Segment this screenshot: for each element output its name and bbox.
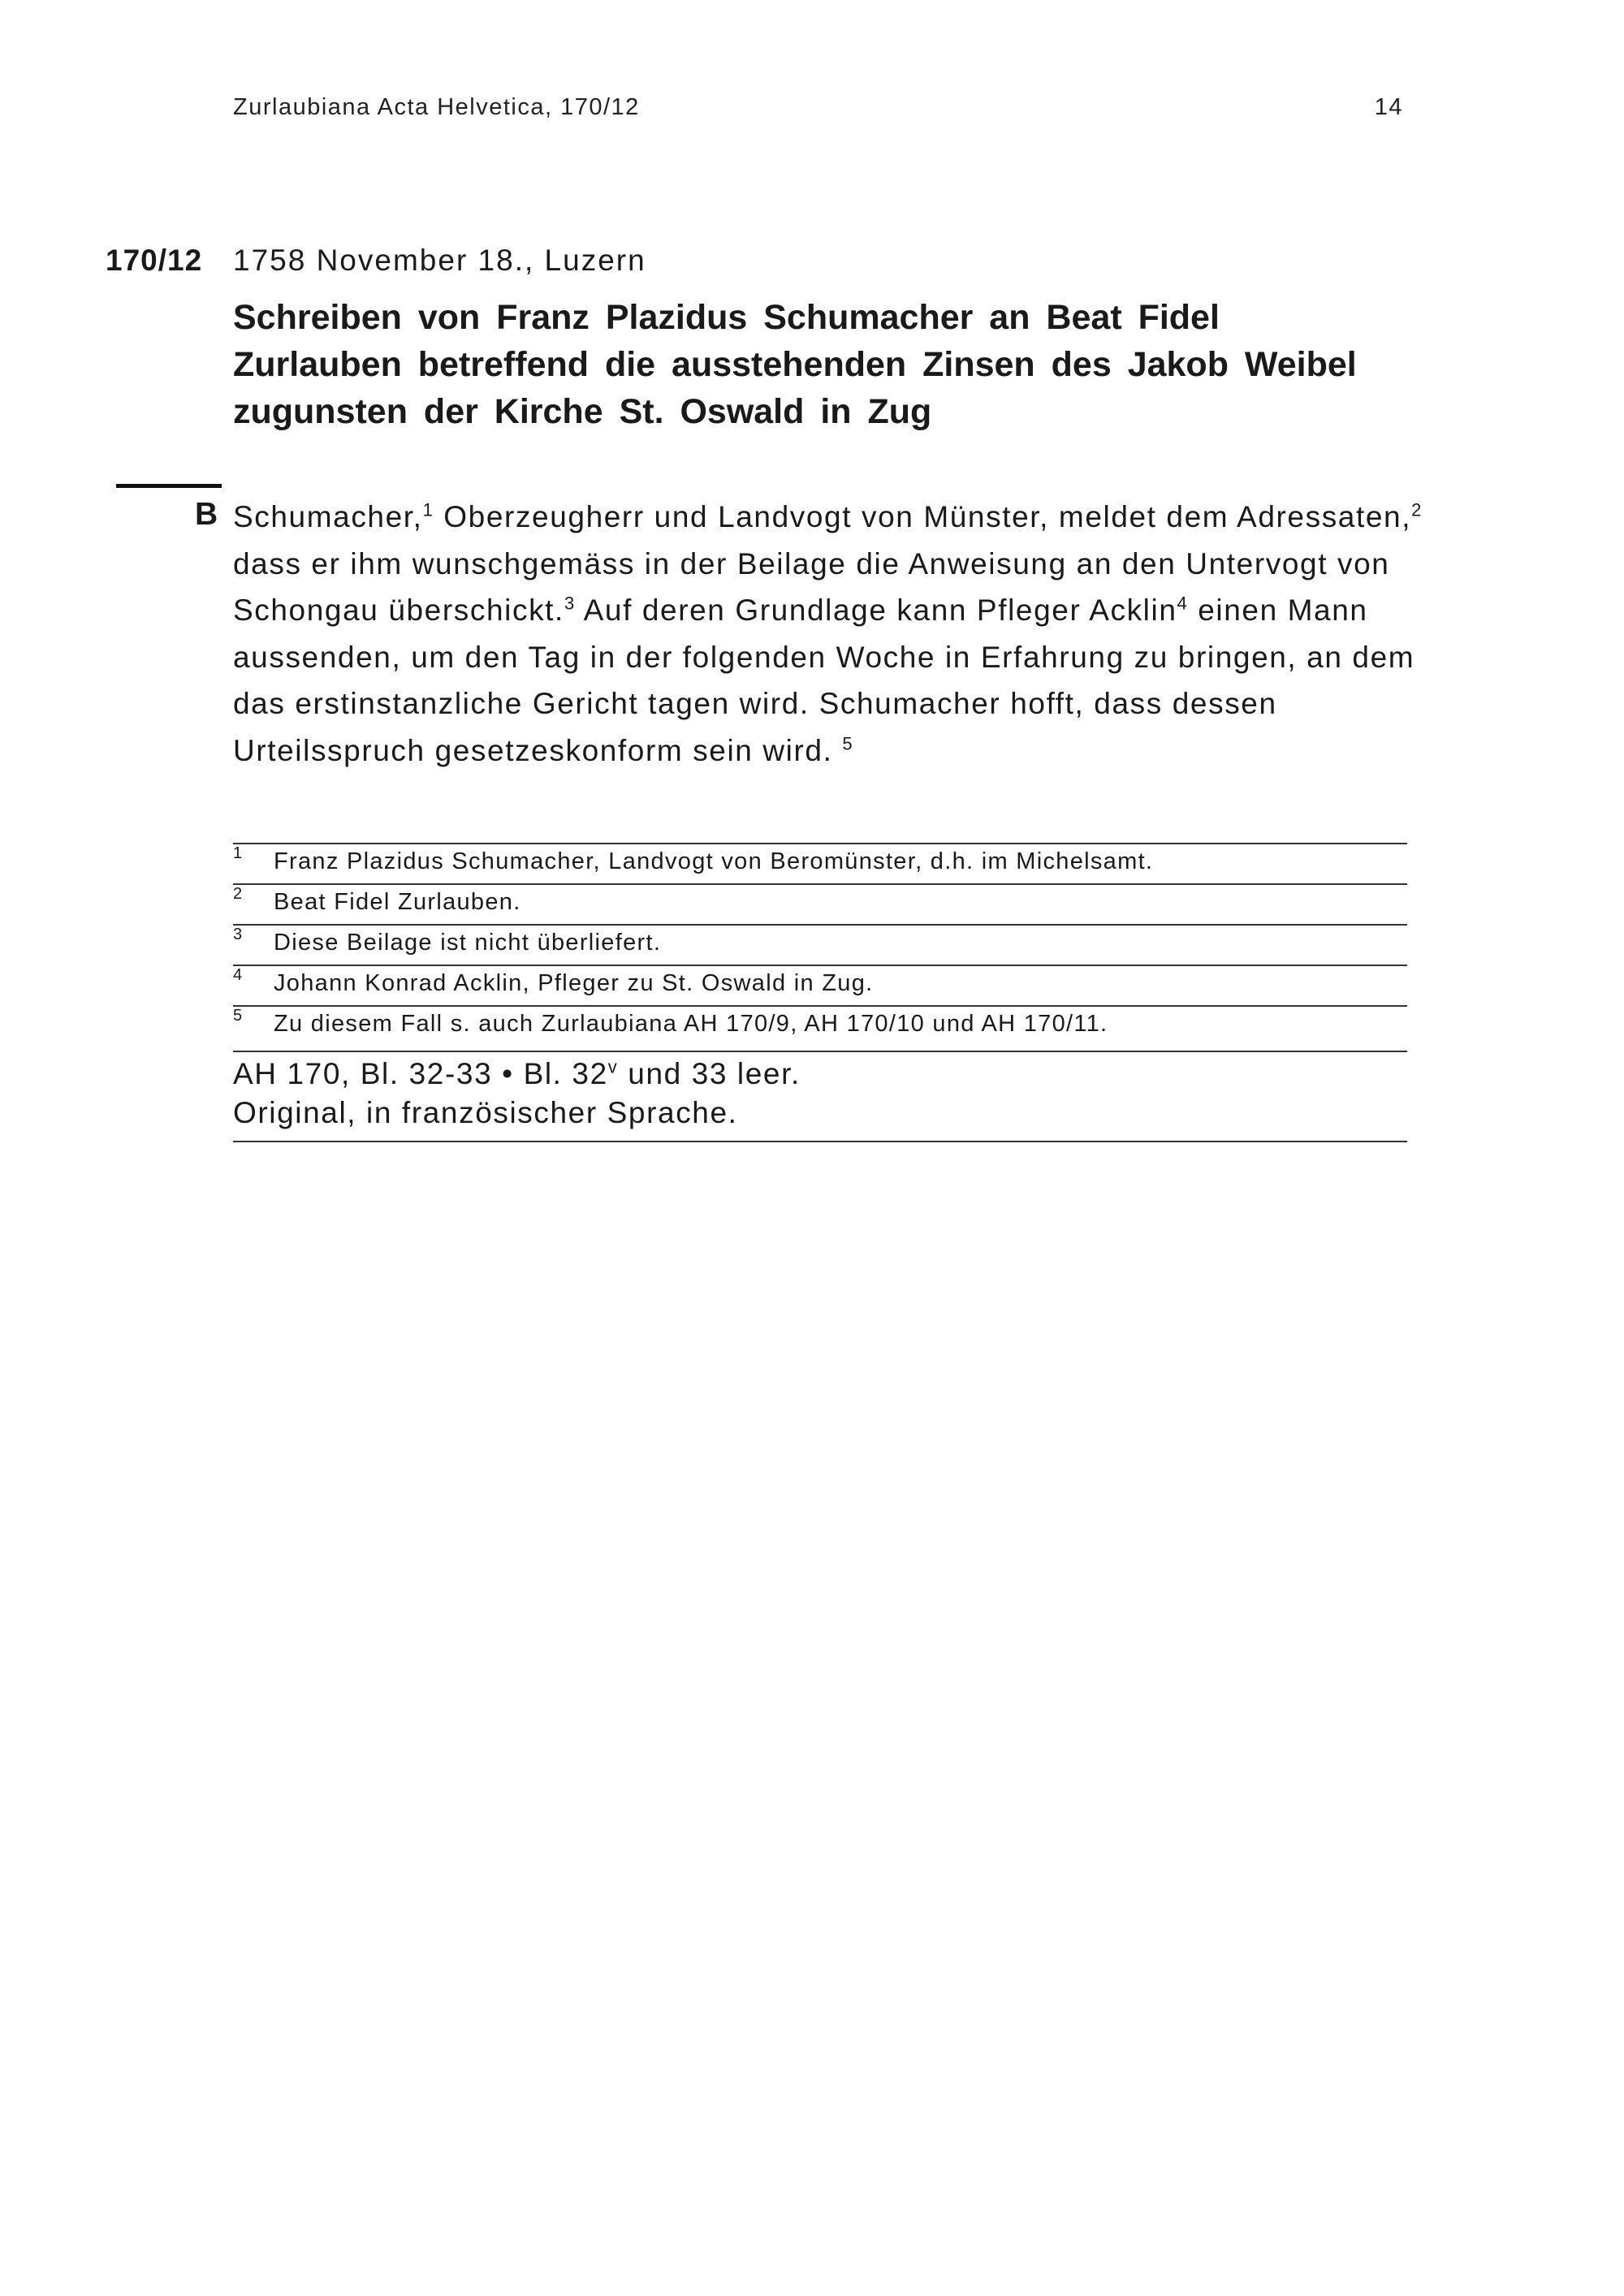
footnote-item <box>233 844 1407 885</box>
footnote-ref: 2 <box>1411 499 1423 520</box>
source-line-folios <box>233 1055 1407 1094</box>
source-folios: AH 170, Bl. 32-33 • Bl. 32 <box>233 1057 608 1090</box>
source-folios-note: und 33 leer. <box>618 1057 801 1090</box>
footnote-ref: 3 <box>564 593 576 614</box>
abstract-segment: Auf deren Grundlage kann Pfleger Acklin <box>575 593 1177 627</box>
abstract-text <box>233 494 1435 774</box>
source-reference <box>233 1051 1407 1142</box>
page-number: 14 <box>1374 94 1403 120</box>
footnote-item <box>233 1007 1407 1052</box>
section-marker: B <box>195 497 218 532</box>
footnote-item <box>233 966 1407 1007</box>
footnote-item <box>233 926 1407 966</box>
footnote-number: 5 <box>233 1007 244 1025</box>
running-head: Zurlaubiana Acta Helvetica, 170/12 <box>233 94 640 120</box>
footnote-item <box>233 885 1407 926</box>
footnote-text: Zu diesem Fall s. auch Zurlaubiana AH 170/9, AH 170/10 und AH 170/11. <box>274 1011 1108 1037</box>
footnote-ref: 1 <box>422 499 434 520</box>
footnote-text: Beat Fidel Zurlauben. <box>274 889 521 915</box>
footnote-text: Johann Konrad Acklin, Pfleger zu St. Oswald in Zug. <box>274 970 874 996</box>
footnote-number: 2 <box>233 885 244 903</box>
footnote-text: Franz Plazidus Schumacher, Landvogt von Beromünster, d.h. im Michelsamt. <box>274 848 1154 874</box>
abstract-segment: einen Mann aussenden, um den Tag in der folgenden Woche in Erfahrung zu bringen, an dem das erstinstanzliche Gericht tagen wird. Schumacher hofft, dass dessen Urteilsspruch gesetzeskonform sein wird. <box>233 593 1415 767</box>
document-title: Schreiben von Franz Plazidus Schumacher an Beat Fidel Zurlauben betreffend die ausstehenden Zinsen des Jakob Weibel zugunsten der Kirche St. Oswald in Zug <box>233 298 1357 431</box>
document-date-place: 1758 November 18., Luzern <box>233 244 646 277</box>
footnote-ref: 4 <box>1177 593 1189 614</box>
footnotes-list <box>233 843 1407 1052</box>
footnote-ref: 5 <box>842 733 854 754</box>
abstract-segment: Oberzeugherr und Landvogt von Münster, meldet dem Adressaten, <box>434 500 1412 533</box>
verso-mark: v <box>607 1056 619 1077</box>
abstract-segment: dass er ihm wunschgemäss in der Beilage die Anweisung an den Untervogt von Schongau überschickt. <box>233 546 1390 627</box>
source-line-original: Original, in französischer Sprache. <box>233 1096 738 1129</box>
footnote-text: Diese Beilage ist nicht überliefert. <box>274 930 662 956</box>
abstract-segment: Schumacher, <box>233 500 423 533</box>
section-rule <box>116 484 222 488</box>
document-number: 170/12 <box>106 244 203 277</box>
footnote-number: 1 <box>233 844 244 862</box>
footnote-number: 3 <box>233 926 244 943</box>
footnote-number: 4 <box>233 966 244 984</box>
